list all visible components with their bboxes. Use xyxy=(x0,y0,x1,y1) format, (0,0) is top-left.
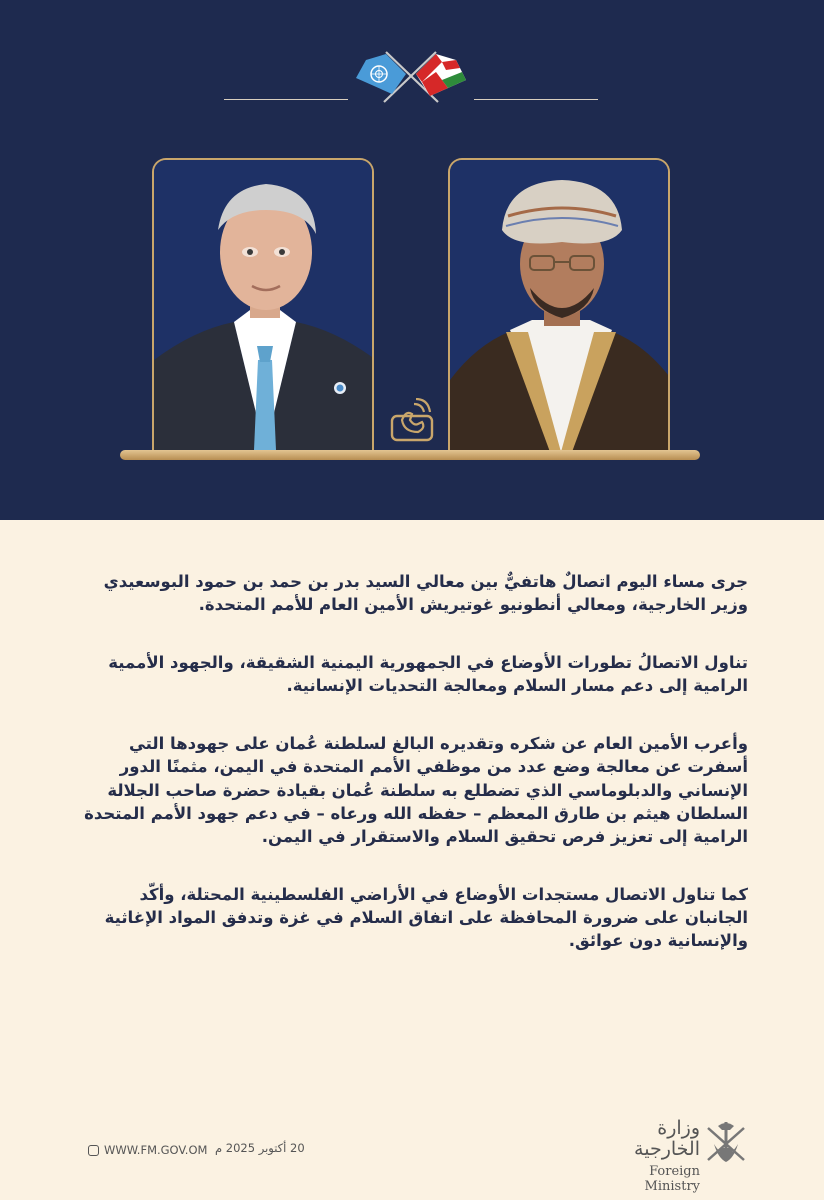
website-text: WWW.FM.GOV.OM xyxy=(104,1143,208,1157)
instagram-icon xyxy=(88,1145,99,1156)
statement-body xyxy=(80,570,748,952)
frames-base xyxy=(120,450,700,460)
statement-paragraph: تناول الاتصالُ تطورات الأوضاع في الجمهورية اليمنية الشقيقة، والجهود الأممية الرامية إلى دعم مسار السلام ومعالجة التحديات الإنسانية. xyxy=(108,653,748,696)
portrait-frame-left xyxy=(152,158,374,450)
crossed-flags xyxy=(352,46,470,106)
ministry-logo-text xyxy=(590,1118,700,1194)
header-banner xyxy=(0,0,824,520)
ministry-name-english: Foreign Ministry xyxy=(644,1163,700,1194)
portrait-left xyxy=(154,160,374,450)
divider-left xyxy=(224,99,348,100)
statement-paragraph: كما تناول الاتصال مستجدات الأوضاع في الأراضي الفلسطينية المحتلة، وأكّد الجانبان على ضرورة المحافظة على اتفاق السلام في غزة وتدفق المواد الإغاثية والإنسانية دون عوائق. xyxy=(104,884,748,951)
portrait-frame-right xyxy=(448,158,670,450)
oman-flag-icon xyxy=(416,54,466,96)
oman-emblem-icon xyxy=(704,1118,748,1170)
website-link[interactable] xyxy=(88,1143,207,1157)
ministry-name-arabic: وزارة الخارجية xyxy=(634,1117,700,1160)
portrait-right xyxy=(450,160,670,450)
statement-paragraph: جرى مساء اليوم اتصالٌ هاتفيٌّ بين معالي السيد بدر بن حمد بن حمود البوسعيدي وزير الخارجية، ومعالي أنطونيو غوتيريش الأمين العام للأمم المتحدة. xyxy=(103,572,748,615)
publish-date: 20 أكتوبر 2025 م xyxy=(215,1141,305,1155)
divider-right xyxy=(474,99,598,100)
phone-call-icon xyxy=(388,398,436,442)
statement-paragraph: وأعرب الأمين العام عن شكره وتقديره البالغ لسلطنة عُمان على جهودها التي أسفرت عن معالجة وضع عدد من موظفي الأمم المتحدة في اليمن، مثمنًا الدور الإنساني والدبلوماسي الذي تضطلع به سلطنة عُمان بقيادة حضرة صاحب الجلالة السلطان هيثم بن طارق المعظم – حفظه الله ورعاه – في دعم جهود الأمم المتحدة الرامية إلى تعزيز فرص تحقيق السلام والاستقرار في اليمن. xyxy=(84,734,748,846)
